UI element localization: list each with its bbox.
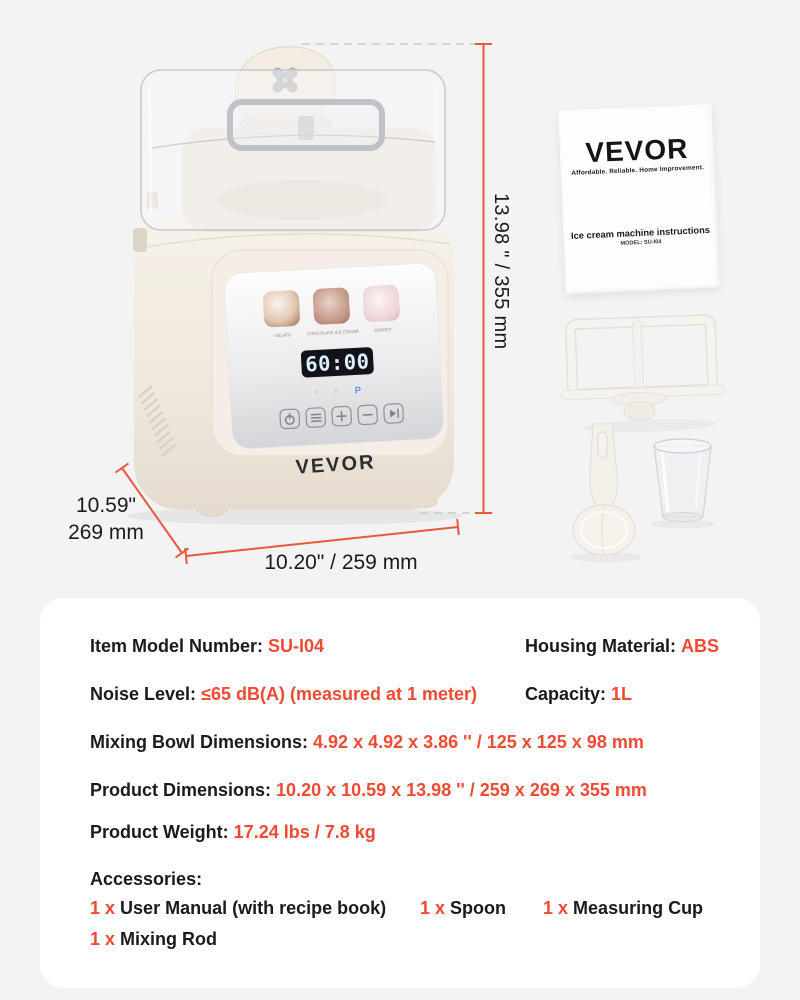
spec-value: ≤65 dB(A) (measured at 1 meter) (201, 684, 478, 704)
preset-image-sorbet (362, 285, 400, 323)
spec-value: 17.24 lbs / 7.8 kg (233, 822, 376, 842)
accessories-line-2 (90, 929, 730, 950)
spec-row-bowl-dimensions (90, 732, 730, 753)
spec-row-weight (90, 822, 730, 843)
spec-value: 4.92 x 4.92 x 3.86 '' / 125 x 125 x 98 mm (313, 732, 644, 752)
manual-tagline: Affordable. Reliable. Home Improvement. (571, 164, 705, 177)
manual-title: Ice cream machine instructions (570, 224, 711, 241)
spec-value: ABS (681, 636, 720, 656)
accessory-name: Measuring Cup (573, 898, 704, 918)
accessory-measuring-cup (651, 439, 715, 529)
preset-label-gelato: GELATO (274, 332, 292, 339)
depth-mm: 269 mm (68, 521, 144, 544)
accessory-qty: 1 x (420, 898, 446, 918)
preset-image-chocolate (312, 287, 350, 325)
spec-label: Product Weight: (90, 822, 229, 842)
accessory-name: Mixing Rod (120, 929, 218, 949)
machine-brand-logo: VEVOR (294, 451, 377, 479)
depth-inches: 10.59" (75, 494, 136, 517)
spec-label: Noise Level: (90, 684, 197, 704)
instruction-manual (558, 104, 720, 295)
preset-label-sorbet: SORBET (373, 326, 392, 333)
accessory-qty: 1 x (90, 898, 116, 918)
lid-highlight-right (436, 84, 437, 214)
preset-image-gelato (263, 290, 301, 328)
program-indicator: P (354, 385, 362, 397)
display-time: 60:00 (304, 349, 371, 377)
spec-row-capacity (525, 684, 632, 705)
manual-model: MODEL: SU-I04 (620, 239, 662, 247)
ice-cream-machine (127, 47, 463, 525)
accessory-spoon (570, 424, 642, 562)
spec-row-product-dimensions (90, 780, 730, 801)
accessory-qty: 1 x (90, 929, 116, 949)
accessory-name: User Manual (with recipe book) (120, 898, 387, 918)
spec-label: Mixing Bowl Dimensions: (90, 732, 309, 752)
spec-row-model (90, 636, 730, 657)
accessory-measuring-cup-item (543, 898, 703, 919)
accessory-mixing-rod (558, 317, 726, 435)
accessory-user-manual (90, 898, 386, 919)
depth-dimension-label (54, 492, 158, 546)
handle-clip (298, 116, 314, 140)
spec-value: 1L (611, 684, 633, 704)
spec-label: Housing Material: (525, 636, 677, 656)
spec-value: SU-I04 (268, 636, 325, 656)
width-dimension-label: 10.20" / 259 mm (264, 551, 418, 574)
spec-row-housing (525, 636, 719, 657)
control-panel (224, 263, 445, 450)
accessory-spoon-item (420, 898, 506, 919)
accessory-name: Spoon (450, 898, 507, 918)
spec-label: Item Model Number: (90, 636, 264, 656)
spec-label: Capacity: (525, 684, 607, 704)
accessories-heading: Accessories: (90, 869, 203, 889)
height-dimension-label: 13.98 " / 355 mm (490, 193, 512, 350)
spec-label: Product Dimensions: (90, 780, 272, 800)
side-latch (133, 228, 147, 252)
spec-card (40, 598, 760, 988)
preset-label-chocolate: CHOCOLATE ICE CREAM (306, 328, 359, 337)
manual-brand-logo: VEVOR (584, 132, 690, 169)
accessory-qty: 1 x (543, 898, 569, 918)
spec-value: 10.20 x 10.59 x 13.98 '' / 259 x 269 x 355 mm (276, 780, 647, 800)
spec-row-noise (90, 684, 730, 705)
